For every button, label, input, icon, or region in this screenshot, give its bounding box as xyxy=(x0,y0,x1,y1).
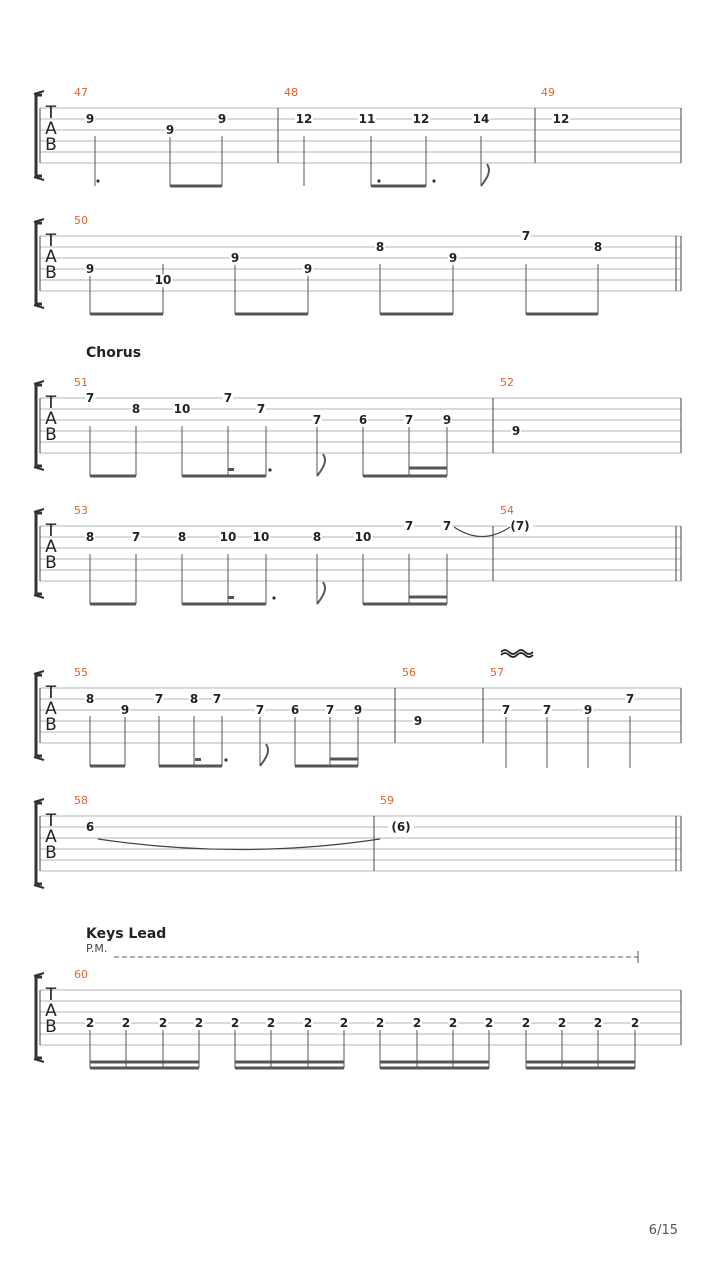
fret-number: 2 xyxy=(593,1016,603,1030)
fret-number: 9 xyxy=(120,703,130,717)
measure-number: 53 xyxy=(74,504,88,517)
tab-system xyxy=(34,671,681,768)
measure-number: 54 xyxy=(500,504,514,517)
tab-clef-letter: A xyxy=(45,119,57,139)
section-label-keys-lead: Keys Lead xyxy=(86,926,167,942)
fret-number: 2 xyxy=(557,1016,567,1030)
tab-clef-letter: B xyxy=(45,135,57,155)
fret-number: 8 xyxy=(375,240,385,254)
fret-number: 14 xyxy=(472,112,490,126)
measure-number: 55 xyxy=(74,666,88,679)
palm-mute-label: P.M. xyxy=(86,942,108,955)
note-flag xyxy=(317,454,325,476)
fret-number: 8 xyxy=(189,692,199,706)
tab-clef-letter: T xyxy=(45,103,57,123)
tab-clef-letter: A xyxy=(45,699,57,719)
rest-mark xyxy=(195,758,201,761)
fret-number: 2 xyxy=(194,1016,204,1030)
fret-number: 2 xyxy=(630,1016,640,1030)
fret-number: 2 xyxy=(448,1016,458,1030)
fret-number: 8 xyxy=(85,530,95,544)
fret-number: (6) xyxy=(391,820,411,834)
tab-clef-letter: T xyxy=(45,811,57,831)
fret-number: 9 xyxy=(85,112,95,126)
tab-clef-letter: A xyxy=(45,409,57,429)
section-label-chorus: Chorus xyxy=(86,345,142,361)
system-bracket xyxy=(36,513,42,594)
fret-number: 9 xyxy=(413,714,423,728)
rest-mark xyxy=(228,596,234,599)
fret-number: 8 xyxy=(177,530,187,544)
tab-system xyxy=(34,973,681,1068)
measure-number: 56 xyxy=(402,666,416,679)
fret-number: 7 xyxy=(223,391,233,405)
measure-number: 60 xyxy=(74,968,88,981)
vibrato-mark xyxy=(501,650,533,657)
fret-number: 2 xyxy=(266,1016,276,1030)
fret-number: 9 xyxy=(303,262,313,276)
rhythm-dot xyxy=(96,179,99,182)
tab-system xyxy=(34,509,681,604)
system-bracket xyxy=(36,385,42,466)
system-bracket xyxy=(36,675,42,756)
fret-number: 6 xyxy=(358,413,368,427)
fret-number: 10 xyxy=(154,273,172,287)
fret-number: 7 xyxy=(404,519,414,533)
tie-arc xyxy=(98,839,380,850)
fret-number: 2 xyxy=(484,1016,494,1030)
fret-number: 12 xyxy=(295,112,313,126)
page-number: 6/15 xyxy=(648,1223,678,1238)
fret-number: 9 xyxy=(442,413,452,427)
tab-clef-letter: A xyxy=(45,537,57,557)
fret-number: 9 xyxy=(85,262,95,276)
tab-clef-letter: B xyxy=(45,715,57,735)
fret-number: 2 xyxy=(375,1016,385,1030)
fret-number: 8 xyxy=(85,692,95,706)
system-bracket xyxy=(36,977,42,1058)
tab-clef-letter: A xyxy=(45,247,57,267)
fret-number: 7 xyxy=(521,229,531,243)
fret-number: 7 xyxy=(325,703,335,717)
rest-mark xyxy=(228,468,234,471)
note-flag xyxy=(317,582,325,604)
measure-number: 52 xyxy=(500,376,514,389)
note-flag xyxy=(260,744,268,766)
tab-clef-letter: A xyxy=(45,827,57,847)
tab-system xyxy=(34,91,681,186)
measure-number: 48 xyxy=(284,86,298,99)
fret-number: 7 xyxy=(625,692,635,706)
fret-number: 11 xyxy=(358,112,376,126)
fret-number: 7 xyxy=(255,703,265,717)
tab-system xyxy=(34,219,681,314)
fret-number: 2 xyxy=(303,1016,313,1030)
system-bracket xyxy=(36,95,42,176)
fret-number: 6 xyxy=(85,820,95,834)
measure-number: 47 xyxy=(74,86,88,99)
measure-number: 57 xyxy=(490,666,504,679)
tab-system xyxy=(34,381,681,476)
tab-clef-letter: B xyxy=(45,843,57,863)
tab-clef-letter: T xyxy=(45,521,57,541)
fret-number: 9 xyxy=(230,251,240,265)
fret-number: 7 xyxy=(404,413,414,427)
fret-number: 10 xyxy=(252,530,270,544)
fret-number: 2 xyxy=(121,1016,131,1030)
measure-number: 51 xyxy=(74,376,88,389)
fret-number: 9 xyxy=(448,251,458,265)
tab-clef-letter: A xyxy=(45,1001,57,1021)
fret-number: 12 xyxy=(412,112,430,126)
fret-number: 8 xyxy=(312,530,322,544)
fret-number: 9 xyxy=(511,424,521,438)
fret-number: 9 xyxy=(353,703,363,717)
fret-number: 7 xyxy=(312,413,322,427)
rhythm-dot xyxy=(272,596,275,599)
rhythm-dot xyxy=(224,758,227,761)
fret-number: 12 xyxy=(552,112,570,126)
measure-number: 58 xyxy=(74,794,88,807)
fret-number: 6 xyxy=(290,703,300,717)
tab-clef-letter: B xyxy=(45,425,57,445)
fret-number: (7) xyxy=(510,519,530,533)
fret-number: 2 xyxy=(521,1016,531,1030)
tab-clef-letter: T xyxy=(45,985,57,1005)
fret-number: 7 xyxy=(542,703,552,717)
rhythm-dot xyxy=(432,179,435,182)
fret-number: 9 xyxy=(165,123,175,137)
fret-number: 7 xyxy=(131,530,141,544)
fret-number: 7 xyxy=(85,391,95,405)
fret-number: 8 xyxy=(131,402,141,416)
measure-number: 49 xyxy=(541,86,555,99)
fret-number: 8 xyxy=(593,240,603,254)
tab-clef-letter: T xyxy=(45,683,57,703)
fret-number: 7 xyxy=(154,692,164,706)
fret-number: 9 xyxy=(583,703,593,717)
tab-clef-letter: T xyxy=(45,393,57,413)
fret-number: 7 xyxy=(212,692,222,706)
fret-number: 10 xyxy=(173,402,191,416)
tab-clef-letter: B xyxy=(45,263,57,283)
fret-number: 2 xyxy=(339,1016,349,1030)
system-bracket xyxy=(36,803,42,884)
system-bracket xyxy=(36,223,42,304)
fret-number: 2 xyxy=(85,1016,95,1030)
measure-number: 59 xyxy=(380,794,394,807)
fret-number: 2 xyxy=(158,1016,168,1030)
tie-arc xyxy=(454,527,510,537)
fret-number: 2 xyxy=(412,1016,422,1030)
note-flag xyxy=(481,164,489,186)
rhythm-dot xyxy=(268,468,271,471)
fret-number: 7 xyxy=(256,402,266,416)
tab-clef-letter: B xyxy=(45,553,57,573)
fret-number: 9 xyxy=(217,112,227,126)
measure-number: 50 xyxy=(74,214,88,227)
fret-number: 2 xyxy=(230,1016,240,1030)
fret-number: 10 xyxy=(219,530,237,544)
rhythm-dot xyxy=(377,179,380,182)
fret-number: 7 xyxy=(501,703,511,717)
tab-clef-letter: T xyxy=(45,231,57,251)
fret-number: 7 xyxy=(442,519,452,533)
tab-clef-letter: B xyxy=(45,1017,57,1037)
fret-number: 10 xyxy=(354,530,372,544)
